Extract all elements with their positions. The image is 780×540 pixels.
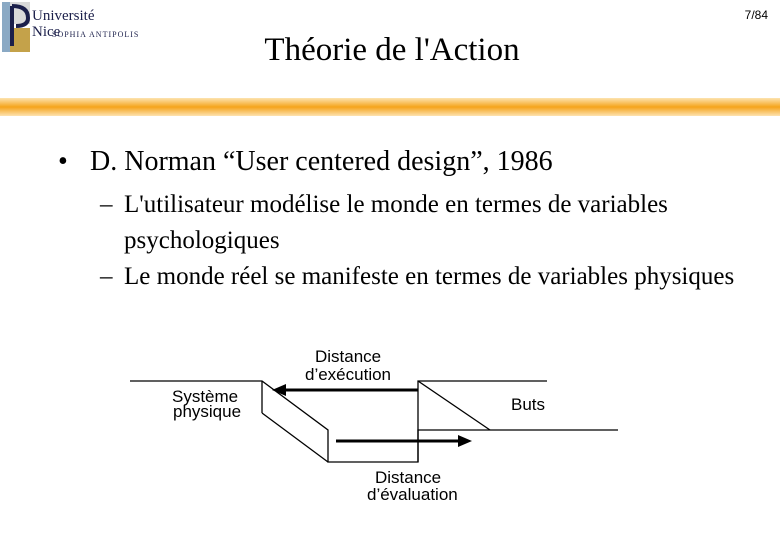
goals-label: Buts xyxy=(511,395,546,414)
slide-title: Théorie de l'Action xyxy=(264,32,520,68)
logo-university-text: Université xyxy=(32,8,95,24)
accent-bar xyxy=(0,98,780,116)
exec-distance-label: Distance xyxy=(315,347,382,366)
execution-arrow xyxy=(272,384,418,396)
sub-bullet-text: Le monde réel se manifeste en termes de variables physiques xyxy=(124,263,735,290)
dash-marker: – xyxy=(100,263,113,290)
sub-bullet-text: L'utilisateur modélise le monde en termes de variables psychologiques xyxy=(124,191,668,254)
eval-distance-label: Distance xyxy=(375,468,442,487)
logo-nice-text: Nice xyxy=(32,24,61,40)
page-number: 7/84 xyxy=(744,8,768,22)
exec-distance-label: d’exécution xyxy=(305,365,392,384)
slide-content xyxy=(58,145,758,295)
gulf-diagonal-line xyxy=(262,413,328,462)
system-label: physique xyxy=(173,402,242,421)
evaluation-arrow xyxy=(336,435,472,447)
main-bullet-text: D. Norman “User centered design”, 1986 xyxy=(90,146,553,177)
bullet-marker: • xyxy=(58,146,68,177)
sub-bullet-item xyxy=(100,259,758,295)
dash-marker: – xyxy=(100,191,113,218)
system-label: Système xyxy=(172,387,239,406)
goals-surface-line xyxy=(418,381,547,462)
main-bullet xyxy=(58,145,758,179)
sub-bullet-list xyxy=(100,187,758,295)
sub-bullet-item xyxy=(100,187,758,259)
eval-distance-label: d’évaluation xyxy=(367,485,458,504)
logo-sophia-text: SOPHIA ANTIPOLIS xyxy=(52,30,140,39)
gulf-diagonal-line xyxy=(418,381,490,430)
